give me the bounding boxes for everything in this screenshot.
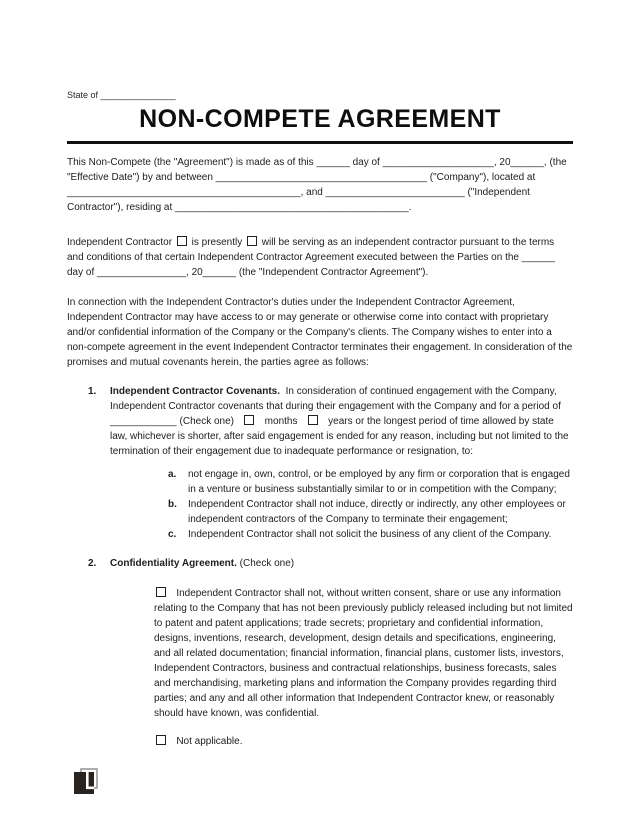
checkbox-years[interactable] [308,415,318,425]
checkbox-will-be[interactable] [247,236,257,246]
state-fill-in-blank[interactable]: _______________ [100,90,176,100]
text-run: , 20 [493,157,511,168]
engagement-status-paragraph [67,235,573,280]
item-2-number: 2. [88,558,97,569]
legal-templates-logo [73,768,99,796]
checkbox-is-presently[interactable] [177,236,187,246]
text-run: (the "Independent Contractor Agreement"). [236,267,429,278]
checkbox-months[interactable] [244,415,254,425]
text-run: , (the "Effective Date") by and between [67,157,570,183]
text-run: months [256,416,306,427]
not-applicable-option [154,734,573,749]
fill-in-blank[interactable]: ________________ [97,267,187,278]
item-2-heading [110,556,573,571]
sub-item-a-letter: a. [168,469,177,480]
sub-item-b-letter: b. [168,499,177,510]
text-run: This Non-Compete (the "Agreement") is made as of this [67,157,317,168]
sub-item-c-letter: c. [168,529,177,540]
sub-item-a [110,467,573,497]
sub-item-b [110,497,573,527]
sub-item-c [110,527,573,542]
fill-in-blank[interactable]: ______ [316,157,350,168]
checkbox-confidentiality[interactable] [156,587,166,597]
text-run: Independent Contractor shall not, without written consent, share or use any information relating to the Company that has not been previously publicly released including but not limited to patent and patent applications; trade secrets; proprietary and confidential information, designs, inventions, research, development, design details and specifications, engineering, and all related documentation; financial information, financial plans, customer lists, investors, Independent Contractors, business and contractual relationships, business forecasts, sales and merchandising, marketing plans and information the Company provides regarding third parties; and any and all other information that Independent Contractor knew, or reasonably should have known, was confidential. [154,588,576,719]
bold-text-run: Independent Contractor Covenants. [110,386,281,397]
fill-in-blank[interactable]: _________________________ [325,187,465,198]
text-run: (Check one) [236,558,295,569]
item-1-number: 1. [88,386,97,397]
text-run: In connection with the Independent Contractor's duties under the Independent Contractor Agreement, Independent Contractor may have access to or may generate or otherwise come into contact with proprietary and/or confidential information of the Company or the Company's clients. The Company wishes to enter into a non-compete agreement in the event Independent Contractor terminates their engagement. In consideration of the promises and mutual covenants herein, the parties agree as follows: [67,297,576,368]
recitals-paragraph [67,295,576,370]
text-run: will be serving as an independent contractor pursuant to the terms and conditions of that certain Independent Contractor Agreement executed between the Parties on the [67,237,557,263]
text-run: day of [349,157,383,168]
text-run: ("Company"), located at [427,172,539,183]
sub-item-c-text: Independent Contractor shall not solicit the business of any client of the Company. [188,529,552,540]
title-divider-rule [67,141,573,144]
sub-item-a-text: not engage in, own, control, or be employed by any firm or corporation that is engaged in a venture or business substantially similar to or in competition with the Company; [188,469,573,495]
state-of-line [67,90,573,101]
list-item-1-covenants [67,384,573,542]
fill-in-blank[interactable]: __________________________________________ [175,202,409,213]
bold-text-run: Confidentiality Agreement. [110,558,237,569]
list-item-2-confidentiality [67,556,576,749]
fill-in-blank[interactable]: __________________________________________ [67,187,301,198]
item-1-text [110,384,573,459]
text-run: . [408,202,412,213]
text-run: , 20 [186,267,203,278]
text-run: ("Independent Contractor"), residing at [67,187,533,213]
text-run: years or the longest period of time allowed by state law, whichever is shorter, after said engagement is ended for any reason, including but not limited to the termination of their engagement due to inadequate performance or resignation, to: [110,416,572,457]
sub-item-b-text: Independent Contractor shall not induce, directly or indirectly, any other employees or independent contractors of the Company to terminate their engagement; [188,499,569,525]
text-run: , and [300,187,326,198]
intro-paragraph [67,155,573,215]
covenant-sublist [110,467,573,542]
text-run: day of [67,252,558,278]
text-run: is presently [188,237,245,248]
fill-in-blank[interactable]: ____________________ [382,157,494,168]
logo-graphic [73,768,99,796]
page-title: NON-COMPETE AGREEMENT [139,105,501,133]
fill-in-blank[interactable]: ______ [202,267,237,278]
fill-in-blank[interactable]: ______________________________________ [215,172,428,183]
text-run: Independent Contractor [67,237,175,248]
text-run: In consideration of continued engagement with the Company, Independent Contractor covenants that during their engagement with the Company and for a period of [110,386,564,412]
checkbox-not-applicable[interactable] [156,735,166,745]
confidentiality-option [154,586,576,721]
text-run: (Check one) [176,416,243,427]
state-of-label: State of [67,90,101,100]
fill-in-blank[interactable]: ______ [521,252,556,263]
text-run: Not applicable. [168,736,243,747]
fill-in-blank[interactable]: ______ [510,157,544,168]
fill-in-blank[interactable]: ____________ [110,416,177,427]
